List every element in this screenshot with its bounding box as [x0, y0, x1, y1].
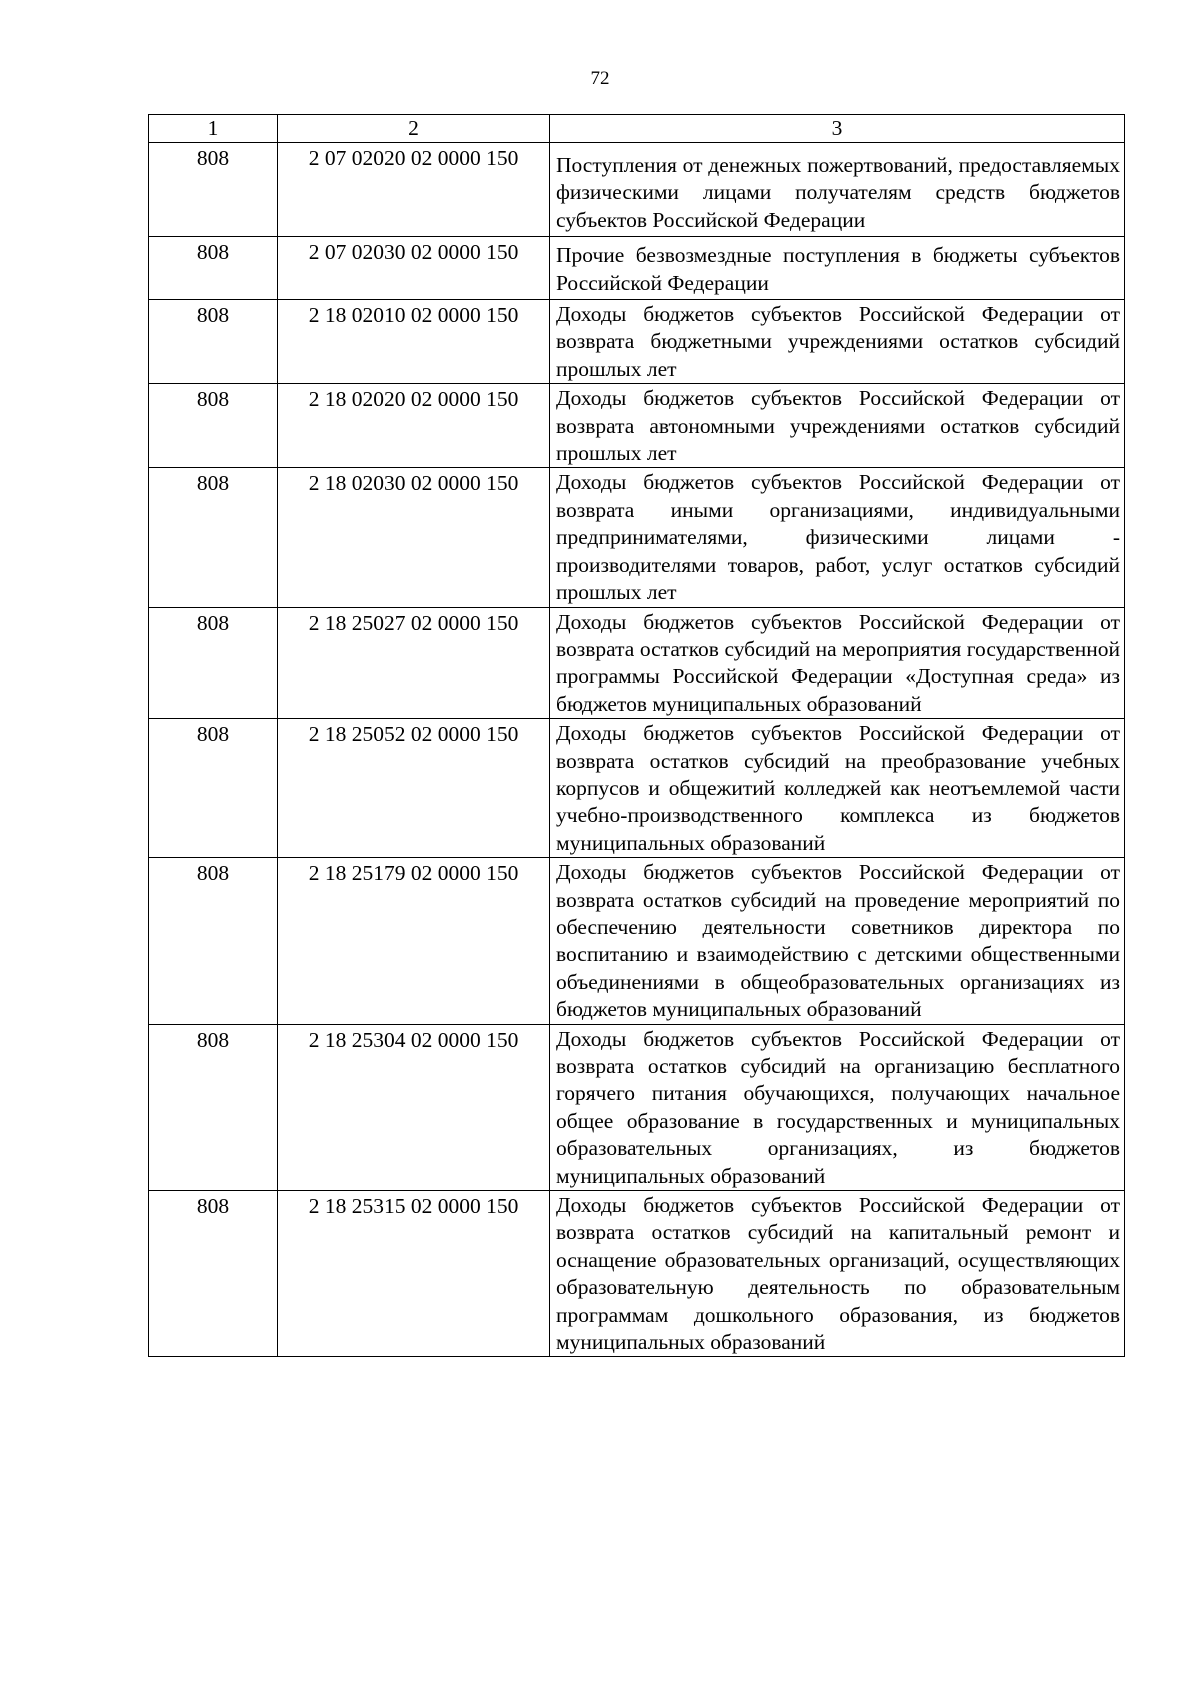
income-description-cell — [550, 858, 1125, 1024]
table-row — [149, 143, 1125, 237]
page-number: 72 — [590, 68, 610, 89]
table-row — [149, 300, 1125, 384]
table-row — [149, 384, 1125, 468]
budget-classification-code-cell: 2 18 25315 02 0000 150 — [278, 1191, 550, 1357]
income-description-text: Прочие безвозмездные поступления в бюджеты субъектов Российской Федерации — [556, 243, 1120, 295]
table-row — [149, 719, 1125, 858]
budget-classification-code-cell: 2 18 25179 02 0000 150 — [278, 858, 550, 1024]
income-description-cell — [550, 1191, 1125, 1357]
column-header-3: 3 — [550, 115, 1125, 143]
table-header-row — [149, 115, 1125, 143]
income-description-text: Доходы бюджетов субъектов Российской Федерации от возврата иными организациями, индивидуальными предпринимателями, физическими лицами - производителями товаров, работ, услуг остатков субсидий прошлых лет — [556, 470, 1120, 605]
income-description-cell — [550, 384, 1125, 468]
budget-classification-code-cell: 2 18 25304 02 0000 150 — [278, 1024, 550, 1190]
table-row — [149, 1191, 1125, 1357]
budget-classification-code-cell: 2 18 02020 02 0000 150 — [278, 384, 550, 468]
admin-code-cell: 808 — [149, 719, 278, 858]
income-description-text: Доходы бюджетов субъектов Российской Федерации от возврата бюджетными учреждениями остатков субсидий прошлых лет — [556, 302, 1120, 381]
income-description-text: Доходы бюджетов субъектов Российской Федерации от возврата автономными учреждениями остатков субсидий прошлых лет — [556, 386, 1120, 466]
budget-classification-code-cell: 2 07 02020 02 0000 150 — [278, 143, 550, 237]
admin-code-cell: 808 — [149, 607, 278, 719]
budget-classification-code-cell: 2 18 02030 02 0000 150 — [278, 468, 550, 607]
column-header-2: 2 — [278, 115, 550, 143]
admin-code-cell: 808 — [149, 1024, 278, 1190]
admin-code-cell: 808 — [149, 858, 278, 1024]
income-description-cell — [550, 1024, 1125, 1190]
income-description-cell — [550, 143, 1125, 237]
admin-code-cell: 808 — [149, 237, 278, 300]
income-description-text: Доходы бюджетов субъектов Российской Федерации от возврата остатков субсидий на организацию бесплатного горячего питания обучающихся, получающих начальное общее образование в государственных и муниципальных образовательных организациях, из бюджетов муниципальных образований — [556, 1026, 1120, 1188]
income-description-text: Доходы бюджетов субъектов Российской Федерации от возврата остатков субсидий на проведение мероприятий по обеспечению деятельности советников директора по воспитанию и взаимодействию с детскими общественными объединениями в общеобразовательных организациях из бюджетов муниципальных образований — [556, 860, 1120, 1022]
admin-code-cell: 808 — [149, 468, 278, 607]
admin-code-cell: 808 — [149, 1191, 278, 1357]
budget-classification-code-cell: 2 18 25052 02 0000 150 — [278, 719, 550, 858]
budget-classification-code-cell: 2 18 25027 02 0000 150 — [278, 607, 550, 719]
income-description-cell — [550, 719, 1125, 858]
income-description-text: Доходы бюджетов субъектов Российской Федерации от возврата остатков субсидий на мероприятия государственной программы Российской Федерации «Доступная среда» из бюджетов муниципальных образований — [556, 609, 1120, 716]
income-description-cell — [550, 607, 1125, 719]
admin-code-cell: 808 — [149, 143, 278, 237]
table-row — [149, 858, 1125, 1024]
income-description-text: Доходы бюджетов субъектов Российской Федерации от возврата остатков субсидий на преобразование учебных корпусов и общежитий колледжей как неотъемлемой части учебно-производственного комплекса из бюджетов муниципальных образований — [556, 721, 1120, 855]
income-description-cell — [550, 468, 1125, 607]
budget-classification-code-cell: 2 07 02030 02 0000 150 — [278, 237, 550, 300]
income-description-cell — [550, 300, 1125, 384]
budget-classification-code-cell: 2 18 02010 02 0000 150 — [278, 300, 550, 384]
table-row — [149, 1024, 1125, 1190]
income-description-text: Поступления от денежных пожертвований, предоставляемых физическими лицами получателям средств бюджетов субъектов Российской Федерации — [556, 153, 1120, 232]
table-row — [149, 468, 1125, 607]
income-description-cell — [550, 237, 1125, 300]
admin-code-cell: 808 — [149, 384, 278, 468]
income-description-text: Доходы бюджетов субъектов Российской Федерации от возврата остатков субсидий на капитальный ремонт и оснащение образовательных организаций, осуществляющих образовательную деятельность по образовательным программам дошкольного образования, из бюджетов муниципальных образований — [556, 1193, 1120, 1355]
table-row — [149, 237, 1125, 300]
admin-code-cell: 808 — [149, 300, 278, 384]
budget-codes-table — [148, 114, 1125, 1357]
column-header-1: 1 — [149, 115, 278, 143]
table-row — [149, 607, 1125, 719]
